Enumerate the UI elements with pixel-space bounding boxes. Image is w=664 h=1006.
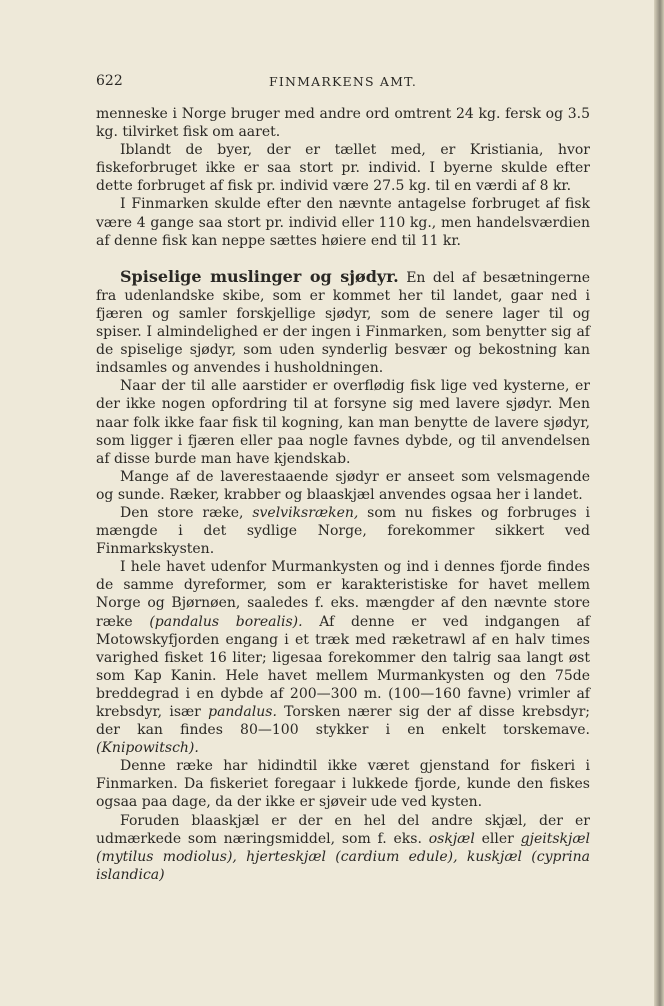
italic-citation: (Knipowitsch). [96, 740, 199, 757]
italic-term: oskjæl [428, 830, 475, 847]
text-run: Af denne er ved indgangen af Motowskyfjorden engang i et træk med ræketrawl af en halv times varighed fisket 16 liter; ligesaa forekommer den talrig saa langt øst som Kap Kanin. Hele havet mellem Murmankysten og den 75de breddegrad i en dybde af 200—300 m. (100—160 favne) vrimler af krebsdyr, især [96, 613, 590, 720]
page-number: 622 [96, 73, 123, 89]
paragraph [96, 558, 590, 757]
text-run: eller [474, 830, 521, 847]
section-paragraph [96, 268, 590, 378]
section-heading: Spiselige muslinger og sjødyr. [120, 266, 399, 286]
page-edge [654, 0, 664, 1006]
paragraph [96, 812, 590, 884]
running-title: FINMARKENS AMT. [268, 74, 418, 89]
paragraph: Mange af de laverestaaende sjødyr er anseet som velsmagende og sunde. Ræker, krabber og blaaskjæl anvendes ogsaa her i landet. [96, 468, 590, 503]
text-run: som nu fiskes og forbruges i mængde i det sydlige Norge, forekommer sikkert ved Finmarkskysten. [96, 504, 591, 558]
text-run: Torsken nærer sig der af disse krebsdyr; der kan findes 80—100 stykker i en enkelt torskemave. [96, 704, 590, 739]
italic-term: pandalus. [208, 704, 277, 720]
paragraph: Denne ræke har hidindtil ikke været gjenstand for fiskeri i Finmarken. Da fiskeriet foregaar i lukkede fjorde, kunde den fiskes ogsaa paa dage, da der ikke er sjøveir ude ved kysten. [96, 758, 590, 811]
text-run: Foruden blaaskjæl er der en hel del andre skjæl, der er udmærkede som næringsmiddel, som f. eks. [96, 812, 590, 847]
text-run: Den store ræke, [120, 504, 253, 521]
paragraph [96, 504, 590, 558]
section-text: En del af besætningerne fra udenlandske skibe, som er kommet her til landet, gaar ned i fjæren og samler forskjellige sjødyr, som de senere lager til og spiser. I almindelighed er der ingen i Finmarken, som benytter sig af de spiselige sjødyr, som uden synderlig besvær og bekostning kan indsamles og anvendes i husholdningen. [96, 269, 591, 377]
paragraph: Iblandt de byer, der er tællet med, er Kristiania, hvor fiskeforbruget ikke er saa stort pr. individ. I byerne skulde efter dette forbruget af fisk pr. individ være 27.5 kg. til en værdi af 8 kr. [96, 142, 590, 195]
italic-term: svelviksræken, [252, 504, 359, 521]
paragraph: Naar der til alle aarstider er overflødig fisk lige ved kysterne, er der ikke nogen opfordring til at forsyne sig med lavere sjødyr. Men naar folk ikke faar fisk til kogning, kan man benytte de lavere sjødyr, som ligger i fjæren eller paa nogle favnes dybde, og til anvendelsen af disse burde man have kjendskab. [96, 378, 590, 467]
text-run: I hele havet udenfor Murmankysten og ind i dennes fjorde findes de samme dyreformer, som er karakteristiske for havet mellem Norge og Bjørnøen, saaledes f. eks. mængder af den nævnte store ræke [96, 559, 590, 630]
italic-term: (pandalus borealis). [149, 613, 303, 630]
running-header [96, 73, 590, 93]
body-text [96, 105, 590, 884]
paragraph: menneske i Norge bruger med andre ord omtrent 24 kg. fersk og 3.5 kg. tilvirket fisk om aaret. [96, 106, 590, 141]
italic-term: gjeitskjæl (mytilus modiolus), hjerteskjæl (cardium edule), kuskjæl (cyprina islandica) [96, 830, 590, 883]
paragraph: I Finmarken skulde efter den nævnte antagelse forbruget af fisk være 4 gange saa stort pr. individ eller 110 kg., men handelsværdien af denne fisk kan neppe sættes høiere end til 11 kr. [96, 196, 590, 249]
